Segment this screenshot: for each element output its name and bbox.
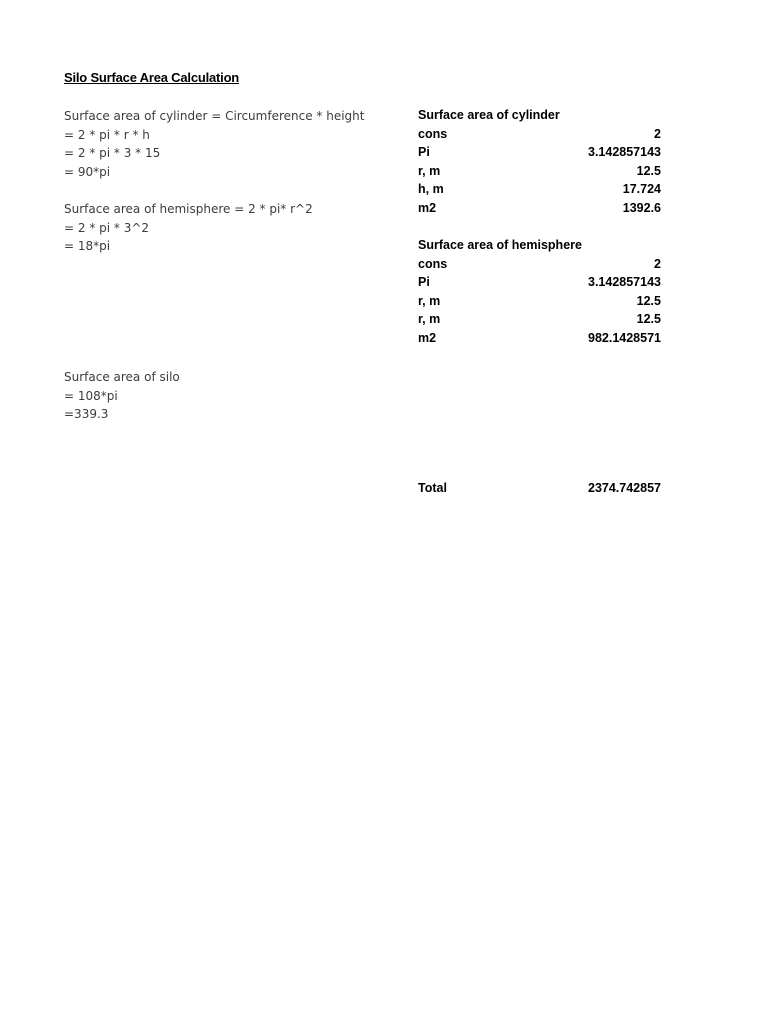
table-row (418, 199, 661, 218)
table-row (418, 329, 661, 348)
row-value: 3.142857143 (588, 145, 661, 160)
total-row (418, 479, 661, 498)
row-value: 3.142857143 (588, 275, 661, 290)
silo-notes (64, 368, 180, 424)
hemisphere-table (418, 236, 661, 348)
table-row (418, 162, 661, 181)
note-line: = 90*pi (64, 164, 111, 179)
note-line: Surface area of silo (64, 370, 180, 384)
table-row (418, 292, 661, 311)
note-line: = 2 * pi * r * h (64, 127, 150, 142)
row-value: 2 (654, 256, 661, 271)
row-label: h, m (418, 182, 444, 197)
note-line: = 108*pi (64, 388, 118, 403)
total-value: 2374.742857 (588, 481, 661, 495)
row-label: cons (418, 126, 448, 141)
table-row (418, 180, 661, 199)
cylinder-notes (64, 107, 364, 181)
row-label: r, m (418, 312, 441, 327)
row-label: r, m (418, 293, 441, 308)
note-line: = 2 * pi * 3 * 15 (64, 146, 161, 160)
table-row (418, 255, 661, 274)
table-row (418, 273, 661, 292)
row-value: 2 (654, 126, 661, 141)
table-heading: Surface area of cylinder (418, 108, 560, 122)
table-row (418, 143, 661, 162)
row-label: m2 (418, 330, 437, 345)
row-value: 12.5 (636, 293, 661, 308)
row-label: Pi (418, 275, 430, 290)
note-line: Surface area of hemisphere = 2 * pi* r^2 (64, 202, 313, 216)
note-line: =339.3 (64, 407, 109, 421)
row-label: Pi (418, 145, 430, 160)
hemisphere-notes (64, 200, 313, 256)
table-heading: Surface area of hemisphere (418, 238, 582, 252)
note-line: Surface area of cylinder = Circumference * height (64, 109, 365, 123)
row-label: m2 (418, 200, 437, 215)
total-label: Total (418, 481, 447, 495)
note-line: = 2 * pi * 3^2 (64, 220, 150, 235)
page-title: Silo Surface Area Calculation (64, 70, 240, 85)
note-line: = 18*pi (64, 239, 111, 253)
row-value: 1392.6 (622, 200, 661, 215)
cylinder-table (418, 106, 661, 218)
row-value: 12.5 (636, 312, 661, 327)
row-label: r, m (418, 163, 441, 178)
row-value: 17.724 (622, 182, 661, 197)
table-row (418, 125, 661, 144)
row-value: 982.1428571 (588, 330, 661, 345)
row-label: cons (418, 256, 448, 271)
row-value: 12.5 (636, 163, 661, 178)
table-row (418, 310, 661, 329)
